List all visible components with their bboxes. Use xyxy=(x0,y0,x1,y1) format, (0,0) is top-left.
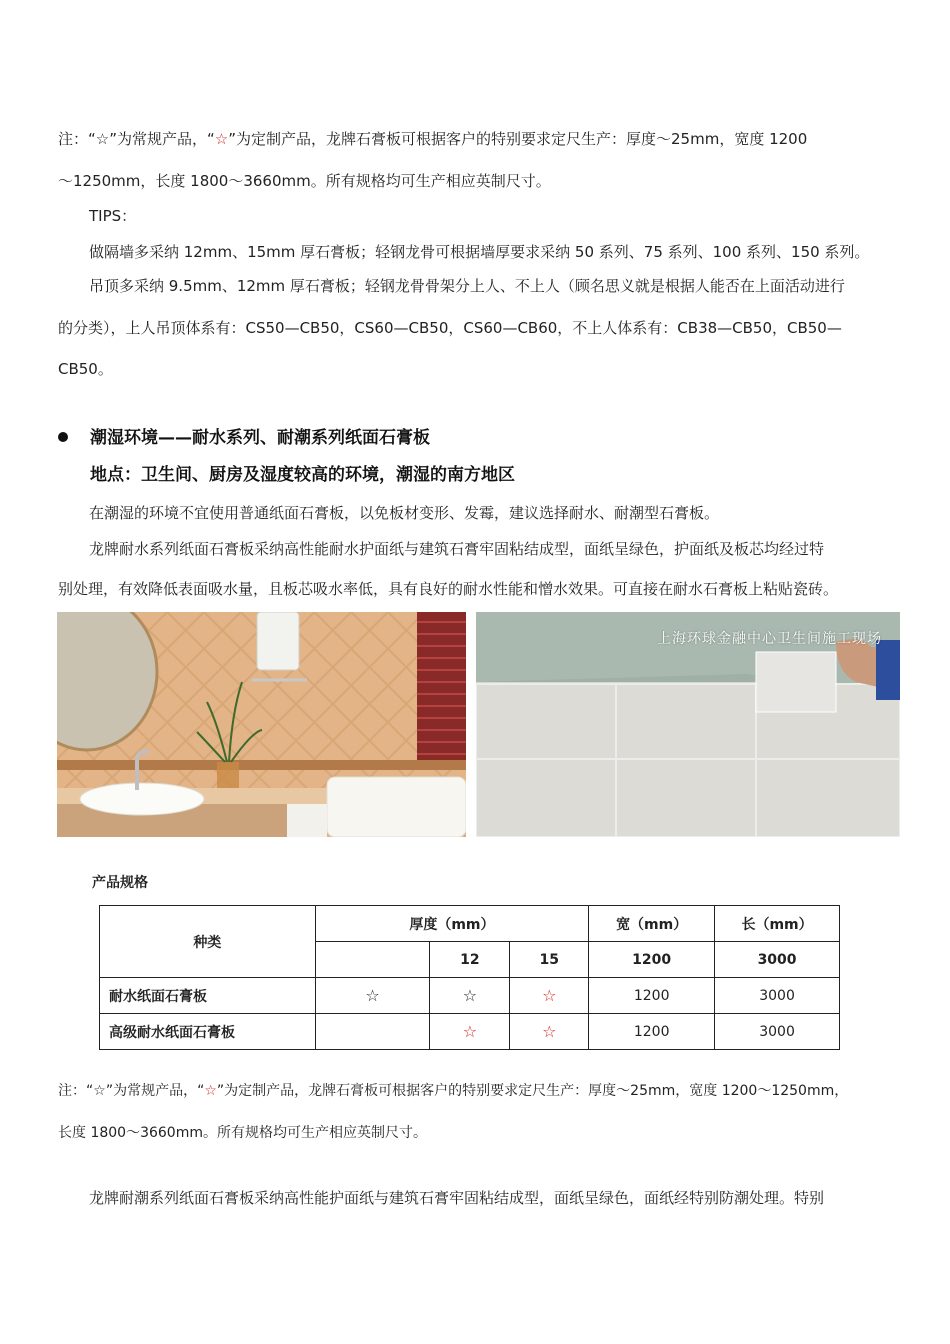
section-paragraph-2-line-2: 别处理，有效降低表面吸水量，且板芯吸水率低，具有良好的耐水性能和憎水效果。可直接在耐水石膏板上粘贴瓷砖。 xyxy=(58,580,839,598)
construction-site-photo xyxy=(476,612,900,837)
spec-table-title: 产品规格 xyxy=(92,875,148,891)
header-thickness-12: 12 xyxy=(430,942,510,978)
spec-table xyxy=(99,905,840,1050)
section-subheading: 地点：卫生间、厨房及湿度较高的环境，潮湿的南方地区 xyxy=(90,465,515,485)
tips-paragraph-2-line-3: CB50。 xyxy=(58,360,113,378)
row-length: 3000 xyxy=(715,978,840,1014)
custom-star-icon: ☆ xyxy=(510,1014,589,1050)
note2-line-1: 注：“☆”为常规产品，“☆”为定制产品，龙牌石膏板可根据客户的特别要求定尺生产：厚度～25mm，宽度 1200～1250mm， xyxy=(58,1083,849,1099)
tips-paragraph-2-line-1: 吊顶多采纳 9.5mm、12mm 厚石膏板；轻钢龙骨骨架分上人、不上人（顾名思义就是根据人能否在上面活动进行 xyxy=(89,277,845,295)
note2-line-2: 长度 1800～3660mm。所有规格均可生产相应英制尺寸。 xyxy=(58,1125,427,1141)
table-header-row xyxy=(100,906,840,942)
header-width-value: 1200 xyxy=(589,942,715,978)
header-thickness-blank xyxy=(315,942,430,978)
note-line-2: ～1250mm，长度 1800～3660mm。所有规格均可生产相应英制尺寸。 xyxy=(58,172,551,190)
table-row xyxy=(100,1014,840,1050)
section-heading: 潮湿环境——耐水系列、耐潮系列纸面石膏板 xyxy=(90,428,430,448)
custom-star-icon: ☆ xyxy=(510,978,589,1014)
regular-star-icon: ☆ xyxy=(95,130,110,148)
header-width: 宽（mm） xyxy=(589,906,715,942)
photo-caption: 上海环球金融中心卫生间施工现场 xyxy=(657,631,882,647)
row-width: 1200 xyxy=(589,1014,715,1050)
note-line-1: 注：“☆”为常规产品，“☆”为定制产品，龙牌石膏板可根据客户的特别要求定尺生产：厚度～25mm，宽度 1200 xyxy=(58,130,808,148)
regular-star-icon: ☆ xyxy=(315,978,430,1014)
closing-paragraph-line-1: 龙牌耐潮系列纸面石膏板采纳高性能护面纸与建筑石膏牢固粘结成型，面纸呈绿色，面纸经特别防潮处理。特别 xyxy=(89,1189,825,1207)
row-length: 3000 xyxy=(715,1014,840,1050)
bullet-icon xyxy=(58,432,68,442)
section-paragraph-2-line-1: 龙牌耐水系列纸面石膏板采纳高性能耐水护面纸与建筑石膏牢固粘结成型，面纸呈绿色，护面纸及板芯均经过特 xyxy=(89,540,825,558)
regular-star-icon: ☆ xyxy=(430,978,510,1014)
header-length-value: 3000 xyxy=(715,942,840,978)
tips-title: TIPS： xyxy=(89,207,137,225)
custom-star-icon: ☆ xyxy=(430,1014,510,1050)
table-row xyxy=(100,978,840,1014)
custom-star-icon: ☆ xyxy=(214,130,229,148)
section-paragraph-1: 在潮湿的环境不宜使用普通纸面石膏板，以免板材变形、发霉，建议选择耐水、耐潮型石膏板。 xyxy=(89,504,720,522)
custom-star-icon: ☆ xyxy=(204,1083,217,1099)
row-width: 1200 xyxy=(589,978,715,1014)
row-name: 耐水纸面石膏板 xyxy=(100,978,316,1014)
bathroom-photo xyxy=(57,612,466,837)
tips-paragraph-1: 做隔墙多采纳 12mm、15mm 厚石膏板；轻钢龙骨可根据墙厚要求采纳 50 系列、75 系列、100 系列、150 系列。 xyxy=(89,243,870,261)
header-thickness-15: 15 xyxy=(510,942,589,978)
empty-cell xyxy=(315,1014,430,1050)
header-thickness: 厚度（mm） xyxy=(315,906,589,942)
header-kind: 种类 xyxy=(100,906,316,978)
row-name: 高级耐水纸面石膏板 xyxy=(100,1014,316,1050)
tips-paragraph-2-line-2: 的分类），上人吊顶体系有：CS50—CB50，CS60—CB50，CS60—CB60，不上人体系有：CB38—CB50，CB50— xyxy=(58,319,842,337)
regular-star-icon: ☆ xyxy=(93,1083,106,1099)
header-length: 长（mm） xyxy=(715,906,840,942)
bathroom-illustration xyxy=(57,612,466,837)
